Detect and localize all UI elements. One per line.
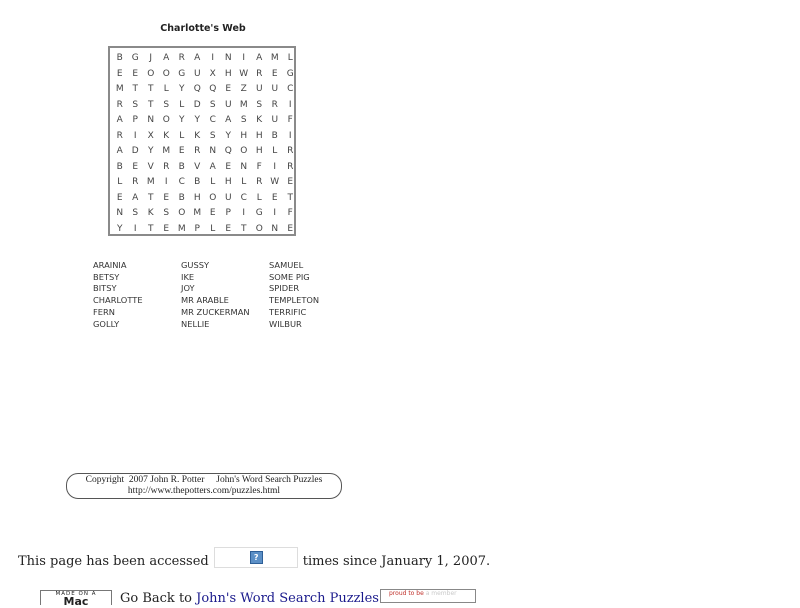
grid-letter: E (178, 146, 185, 156)
grid-letter: I (164, 177, 168, 187)
grid-letter: S (132, 208, 139, 218)
grid-letter: T (241, 223, 247, 234)
grid-letter: M (270, 53, 279, 63)
grid-letter: M (162, 146, 171, 156)
word-column-2 (181, 260, 269, 330)
grid-letter: L (287, 53, 293, 63)
grid-letter: I (242, 53, 246, 63)
word-column-3 (269, 260, 349, 330)
grid-letter: I (242, 208, 246, 218)
grid-letter: A (256, 53, 263, 63)
grid-letter: S (163, 99, 170, 110)
access-text-after: times since January 1, 2007. (302, 554, 491, 569)
word-item: MR ZUCKERMAN (181, 306, 250, 317)
grid-letter: G (255, 208, 263, 218)
grid-letter: T (148, 223, 154, 234)
grid-letter: S (209, 99, 216, 110)
grid-cells (112, 51, 298, 237)
word-item: BETSY (93, 271, 120, 282)
grid-letter: B (178, 161, 185, 172)
grid-letter: A (209, 161, 216, 172)
grid-letter: C (287, 84, 294, 94)
grid-letter: R (116, 99, 123, 110)
grid-letter: I (273, 161, 277, 172)
grid-letter: L (256, 192, 262, 203)
grid-letter: R (256, 68, 263, 79)
grid-letter: E (209, 208, 216, 218)
word-item: WILBUR (269, 318, 302, 329)
grid-letter: A (194, 53, 201, 63)
grid-letter: G (286, 68, 294, 79)
grid-letter: O (147, 68, 155, 79)
grid-letter: W (239, 68, 249, 79)
grid-letter: U (255, 84, 263, 94)
grid-letter: N (116, 208, 124, 218)
grid-letter: S (132, 99, 139, 110)
grid-letter: C (178, 177, 185, 187)
word-item: SPIDER (269, 283, 300, 294)
word-item: GOLLY (93, 318, 120, 329)
proud-faded-text: a member (425, 590, 457, 597)
grid-letter: B (116, 161, 123, 172)
grid-letter: Q (224, 146, 232, 156)
grid-letter: Y (194, 115, 200, 125)
grid-letter: N (224, 53, 232, 63)
word-item: BITSY (93, 283, 117, 294)
go-back-line (120, 591, 379, 607)
grid-letter: I (211, 53, 215, 63)
grid-letter: S (240, 115, 247, 125)
grid-letter: M (177, 223, 186, 234)
grid-letter: V (194, 161, 201, 172)
word-item: IKE (181, 271, 195, 282)
grid-letter: E (225, 223, 232, 234)
grid-letter: M (239, 99, 248, 110)
puzzle-title: Charlotte's Web (160, 23, 246, 34)
grid-letter: S (209, 130, 216, 141)
grid-letter: G (131, 53, 139, 63)
access-text-before: This page has been accessed (18, 554, 209, 569)
grid-letter: A (132, 192, 139, 203)
grid-letter: B (116, 53, 123, 63)
grid-letter: M (146, 177, 155, 187)
word-list (93, 260, 349, 330)
proud-text: proud to be (389, 590, 424, 597)
grid-letter: N (240, 161, 248, 172)
grid-letter: B (271, 130, 278, 141)
footer (0, 588, 800, 608)
grid-letter: L (179, 99, 185, 110)
grid-letter: N (209, 146, 217, 156)
grid-letter: H (255, 130, 263, 141)
word-item: SOME PIG (269, 271, 310, 282)
grid-letter: L (241, 177, 247, 187)
grid-letter: E (163, 192, 170, 203)
word-item: MR ARABLE (181, 295, 229, 306)
grid-letter: L (179, 130, 185, 141)
grid-letter: B (178, 192, 185, 203)
grid-letter: E (116, 68, 123, 79)
grid-letter: R (132, 177, 139, 187)
grid-letter: Y (225, 130, 231, 141)
grid-letter: M (115, 84, 124, 94)
grid-letter: L (210, 177, 216, 187)
grid-letter: U (271, 115, 279, 125)
grid-letter: T (148, 99, 154, 110)
grid-letter: D (193, 99, 201, 110)
grid-letter: L (272, 146, 278, 156)
copyright-banner (66, 473, 342, 499)
grid-letter: O (255, 223, 263, 234)
word-item: NELLIE (181, 318, 210, 329)
grid-letter: T (148, 84, 154, 94)
grid-letter: E (271, 68, 278, 79)
grid-letter: D (131, 146, 139, 156)
grid-letter: E (287, 177, 294, 187)
grid-letter: K (256, 115, 263, 125)
grid-letter: F (287, 208, 293, 218)
word-item: TERRIFIC (269, 306, 307, 317)
grid-letter: I (133, 130, 137, 141)
grid-letter: U (271, 84, 279, 94)
grid-letter: C (240, 192, 247, 203)
grid-letter: H (193, 192, 201, 203)
grid-letter: I (273, 208, 277, 218)
hit-counter (214, 547, 298, 568)
word-item: ARAINIA (93, 260, 127, 270)
word-item: JOY (181, 283, 195, 294)
grid-letter: H (240, 130, 248, 141)
grid-letter: I (288, 99, 292, 110)
grid-letter: Y (117, 223, 123, 234)
grid-letter: P (225, 208, 231, 218)
grid-letter: N (147, 115, 155, 125)
grid-letter: R (287, 161, 294, 172)
grid-letter: O (178, 208, 186, 218)
grid-letter: Y (148, 146, 154, 156)
grid-letter: R (178, 53, 185, 63)
grid-letter: R (287, 146, 294, 156)
grid-letter: X (147, 130, 154, 141)
grid-letter: E (116, 192, 123, 203)
grid-letter: R (256, 177, 263, 187)
grid-letter: F (287, 115, 293, 125)
word-item: SAMUEL (269, 260, 304, 270)
grid-letter: W (270, 177, 280, 187)
grid-letter: E (163, 223, 170, 234)
word-search-grid (108, 46, 296, 236)
grid-letter: J (149, 53, 153, 63)
grid-letter: A (116, 115, 123, 125)
grid-letter: S (163, 208, 170, 218)
broken-image-icon: ? (250, 551, 263, 564)
word-item: GUSSY (181, 260, 210, 270)
grid-letter: Q (209, 84, 217, 94)
grid-letter: Z (240, 84, 247, 94)
grid-letter: U (224, 99, 232, 110)
grid-letter: A (116, 146, 123, 156)
grid-letter: M (193, 208, 202, 218)
copyright-line: Copyright 2007 John R. Potter John's Word Search Puzzles (85, 475, 323, 485)
grid-letter: R (163, 161, 170, 172)
grid-letter: A (163, 53, 170, 63)
made-on-small-text: MADE ON A (55, 591, 97, 597)
grid-letter: H (255, 146, 263, 156)
grid-letter: L (210, 223, 216, 234)
grid-letter: R (271, 99, 278, 110)
grid-letter: E (225, 161, 232, 172)
go-back-prefix: Go Back to (120, 591, 197, 606)
grid-letter: U (193, 68, 201, 79)
copyright-url: http://www.thepotters.com/puzzles.html (127, 486, 281, 496)
grid-letter: E (287, 223, 294, 234)
grid-letter: O (162, 68, 170, 79)
grid-letter: H (224, 68, 232, 79)
grid-letter: O (240, 146, 248, 156)
grid-letter: F (256, 161, 262, 172)
grid-letter: L (163, 84, 169, 94)
grid-letter: C (209, 115, 216, 125)
grid-letter: T (132, 84, 138, 94)
grid-letter: K (163, 130, 170, 141)
grid-letter: O (209, 192, 217, 203)
made-on-mac-badge[interactable] (40, 590, 112, 608)
grid-letter: G (178, 68, 186, 79)
grid-letter: S (256, 99, 263, 110)
grid-letter: T (148, 192, 154, 203)
word-item: CHARLOTTE (93, 295, 143, 306)
grid-letter: L (117, 177, 123, 187)
grid-letter: P (132, 115, 138, 125)
proud-member-badge[interactable] (380, 589, 476, 603)
grid-letter: I (133, 223, 137, 234)
grid-letter: R (194, 146, 201, 156)
access-counter-text (18, 551, 490, 572)
grid-letter: V (147, 161, 154, 172)
grid-letter: N (271, 223, 279, 234)
grid-letter: A (225, 115, 232, 125)
grid-letter: T (287, 192, 293, 203)
grid-letter: U (224, 192, 232, 203)
grid-letter: E (271, 192, 278, 203)
grid-letter: K (194, 130, 201, 141)
word-column-1 (93, 260, 181, 330)
grid-letter: O (162, 115, 170, 125)
grid-letter: E (132, 161, 139, 172)
grid-letter: K (147, 208, 154, 218)
grid-letter: P (194, 223, 200, 234)
grid-letter: Y (179, 115, 185, 125)
word-item: FERN (93, 306, 115, 317)
grid-letter: E (225, 84, 232, 94)
grid-letter: B (194, 177, 201, 187)
grid-letter: I (288, 130, 292, 141)
word-item: TEMPLETON (269, 295, 320, 306)
grid-letter: X (209, 68, 216, 79)
grid-letter: Q (193, 84, 201, 94)
johns-word-search-link[interactable]: John's Word Search Puzzles (196, 591, 379, 606)
grid-letter: H (224, 177, 232, 187)
grid-letter: Y (179, 84, 185, 94)
mac-logo-text: Mac (63, 595, 89, 608)
grid-letter: R (116, 130, 123, 141)
grid-letter: E (132, 68, 139, 79)
